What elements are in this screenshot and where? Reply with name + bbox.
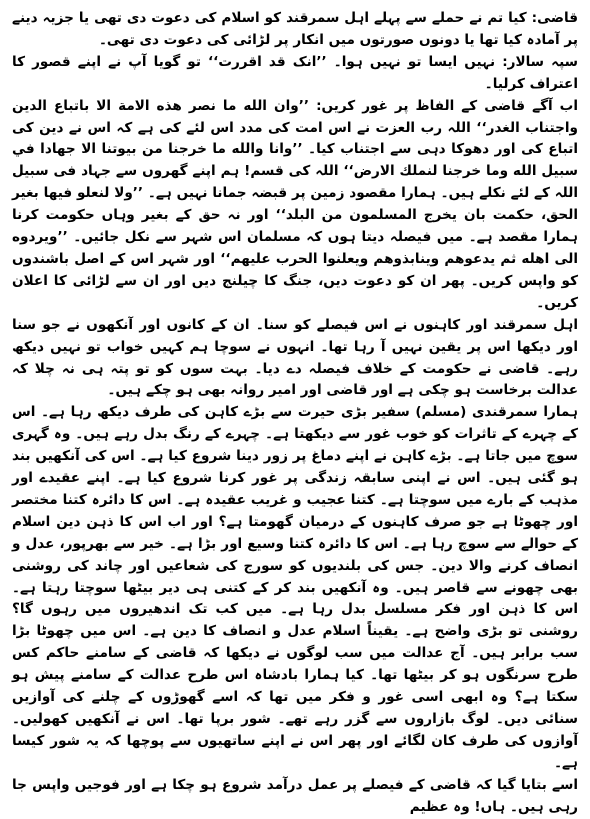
paragraph-qazi-judgment: اب آگے قاضی کے الفاظ پر غور کریں: ’’وان الله ما نصر هذه الامة الا باتباع الدين واجتناب الغدر‘‘ اللہ رب العزت نے اس امت کی مدد اس لئے کی ہے کہ اس نے دین کی اتباع کی اور دھوکا دہی سے اجتناب کیا۔ ’’وانا والله ما خرجنا من بيوتنا الا جهادا في سبيل الله وما خرجنا لنملك الارض‘‘ اللہ کی قسم! ہم اپنے گھروں سے جہاد فی سبیل اللہ کے لئے نکلے ہیں۔ ہمارا مقصود زمین پر قبضہ جمانا نہیں ہے۔ ’’ولا لنعلو فيها بغير الحق، حكمت بان يخرج المسلمون من البلد‘‘ اور نہ حق کے بغیر وہاں حکومت کرنا ہمارا مقصد ہے۔ میں فیصلہ دیتا ہوں کہ مسلمان اس شہر سے نکل جائیں۔ ’’ويردوه الى اهله ثم يدعوهم وينابذوهم ويعلنوا الحرب عليهم‘‘ اور شہر اس کے اصل باشندوں کو واپس کریں۔ پھر ان کو دعوت دیں، جنگ کا چیلنج دیں اور ان سے لڑائی کا اعلان کریں۔	[12, 97, 578, 311]
paragraph-priest-reflection: ہمارا سمرقندی (مسلم) سفیر بڑی حیرت سے بڑے کاہن کی طرف دیکھ رہا ہے۔ اس کے چہرے کے تاثرات کو خوب غور سے دیکھتا ہے۔ چہرے کے رنگ بدل رہے ہیں۔ وہ گہری سوچ میں جاتا ہے۔ بڑے کاہن نے اپنے دماغ پر زور دینا شروع کیا ہے۔ اس کی آنکھیں بند ہو گئی ہیں۔ اس نے اپنی سابقہ زندگی پر غور کرنا شروع کیا ہے۔ اپنے عقیدے اور مذہب کے بارے میں سوچتا ہے۔ کتنا عجیب و غریب عقیدہ ہے۔ اس کا دائرہ کتنا مختصر اور چھوٹا ہے جو صرف کاہنوں کے درمیان گھومتا ہے؟ اور اب اس کا ذہن دین اسلام کے حوالے سے سوچ رہا ہے۔ اس کا دائرہ کتنا وسیع اور بڑا ہے۔ خیر سے بھرپور، عدل و انصاف کرنے والا دین۔ جس کی بلندیوں کو سورج کی شعاعیں اور چاند کی روشنی بھی چھونے سے قاصر ہیں۔ وہ آنکھیں بند کر کے کتنی ہی دیر بیٹھا سوچتا رہتا ہے۔ اس کا ذہن اور فکر مسلسل بدل رہا ہے۔ میں کب تک اندھیروں میں رہوں گا؟ روشنی تو بڑی واضح ہے۔ یقیناً اسلام عدل و انصاف کا دین ہے۔ اس میں چھوٹا بڑا سب برابر ہیں۔ آج عدالت میں سب لوگوں نے دیکھا کہ قاضی کے سامنے حاکم کس طرح سرنگوں ہو کر بیٹھا تھا۔ کیا ہمارا بادشاہ اس طرح عدالت کے سامنے پیش ہو سکتا ہے؟ وہ ابھی اسی غور و فکر میں تھا کہ اسے گھوڑوں کے چلنے کی آوازیں سنائی دیں۔ لوگ بازاروں سے گزر رہے تھے۔ شور برپا تھا۔ اس نے آنکھیں کھولیں۔ آوازوں کی طرف کان لگائے اور پھر اس نے اپنے ساتھیوں سے پوچھا کہ یہ شور کیسا ہے۔	[12, 404, 578, 771]
paragraph-qazi-question: قاضی: کیا تم نے حملے سے پہلے اہل سمرقند کو اسلام کی دعوت دی تھی یا جزیہ دینے پر آمادہ کیا تھا یا دونوں صورتوں میں انکار پر لڑائی کی دعوت دی تھی۔	[12, 10, 578, 48]
paragraph-commander-reply: سپہ سالار: نہیں ایسا تو نہیں ہوا۔ ’’انک قد اقررت‘‘ تو گویا آپ نے اپنے قصور کا اعتراف کرلیا۔	[12, 53, 578, 92]
paragraph-samarkand-reaction: اہل سمرقند اور کاہنوں نے اس فیصلے کو سنا۔ ان کے کانوں اور آنکھوں نے جو سنا اور دیکھا اس پر یقین نہیں آ رہا تھا۔ انہوں نے سوچا ہم کہیں خواب تو نہیں دیکھ رہے۔ قاضی نے حکومت کے خلاف فیصلہ دے دیا۔ بہت سوں کو تو پتہ ہی نہ چلا کہ عدالت برخاست ہو چکی ہے اور قاضی اور امیر روانہ بھی ہو چکے ہیں۔	[12, 316, 578, 399]
paragraph-closing: اسے بتایا گیا کہ قاضی کے فیصلے پر عمل درآمد شروع ہو چکا ہے اور فوجیں واپس جا رہی ہیں۔ ہاں! وہ عظیم	[12, 776, 578, 815]
